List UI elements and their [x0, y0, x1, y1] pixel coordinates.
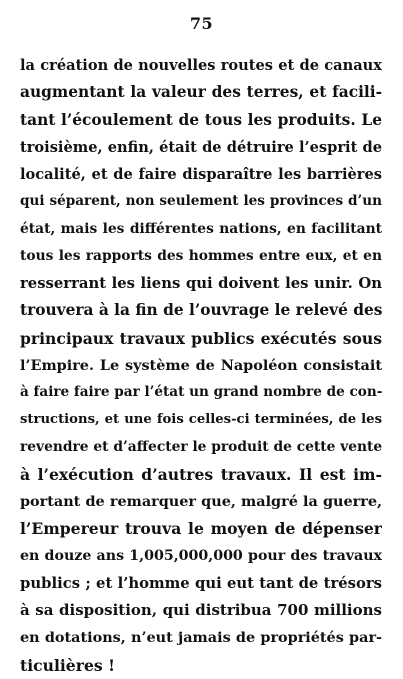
text-line: en dotations, n’eut jamais de propriétés par- [20, 629, 382, 647]
text-line: ticulières ! [20, 655, 115, 675]
text-line: qui séparent, non seulement les provinces d’un [20, 193, 382, 210]
text-line: resserrant les liens qui doivent les unir. On [20, 275, 382, 292]
text-line: trouvera à la fin de l’ouvrage le relevé des [20, 301, 382, 320]
page-number: 75 [189, 14, 214, 33]
text-line: portant de remarquer que, malgré la guerre, [20, 493, 382, 510]
text-line: en douze ans 1,005,000,000 pour des travaux [20, 547, 382, 564]
text-line: à sa disposition, qui distribua 700 millions [20, 601, 382, 619]
text-line: revendre et d’affecter le produit de cette vente [20, 438, 382, 455]
text-line: état, mais les différentes nations, en facilitant [20, 220, 382, 237]
text-line: principaux travaux publics exécutés sous [20, 328, 382, 348]
text-line: localité, et de faire disparaître les barrières [20, 166, 382, 183]
text-line: à faire faire par l’état un grand nombre de con- [20, 384, 382, 400]
text-line: tant l’écoulement de tous les produits. Le [20, 110, 382, 129]
body-text [20, 52, 382, 679]
text-line: l’Empereur trouva le moyen de dépenser [20, 519, 382, 539]
text-line: tous les rapports des hommes entre eux, et en [20, 247, 382, 264]
text-line: publics ; et l’homme qui eut tant de trésors [20, 574, 382, 592]
text-line: l’Empire. Le système de Napoléon consistait [20, 356, 382, 374]
text-line: troisième, enfin, était de détruire l’esprit de [20, 138, 382, 156]
text-line: structions, et une fois celles-ci terminées, de les [20, 412, 382, 428]
text-line: la création de nouvelles routes et de canaux [20, 57, 382, 74]
text-line: augmentant la valeur des terres, et facili- [20, 83, 382, 102]
text-line: à l’exécution d’autres travaux. Il est im- [20, 464, 382, 484]
